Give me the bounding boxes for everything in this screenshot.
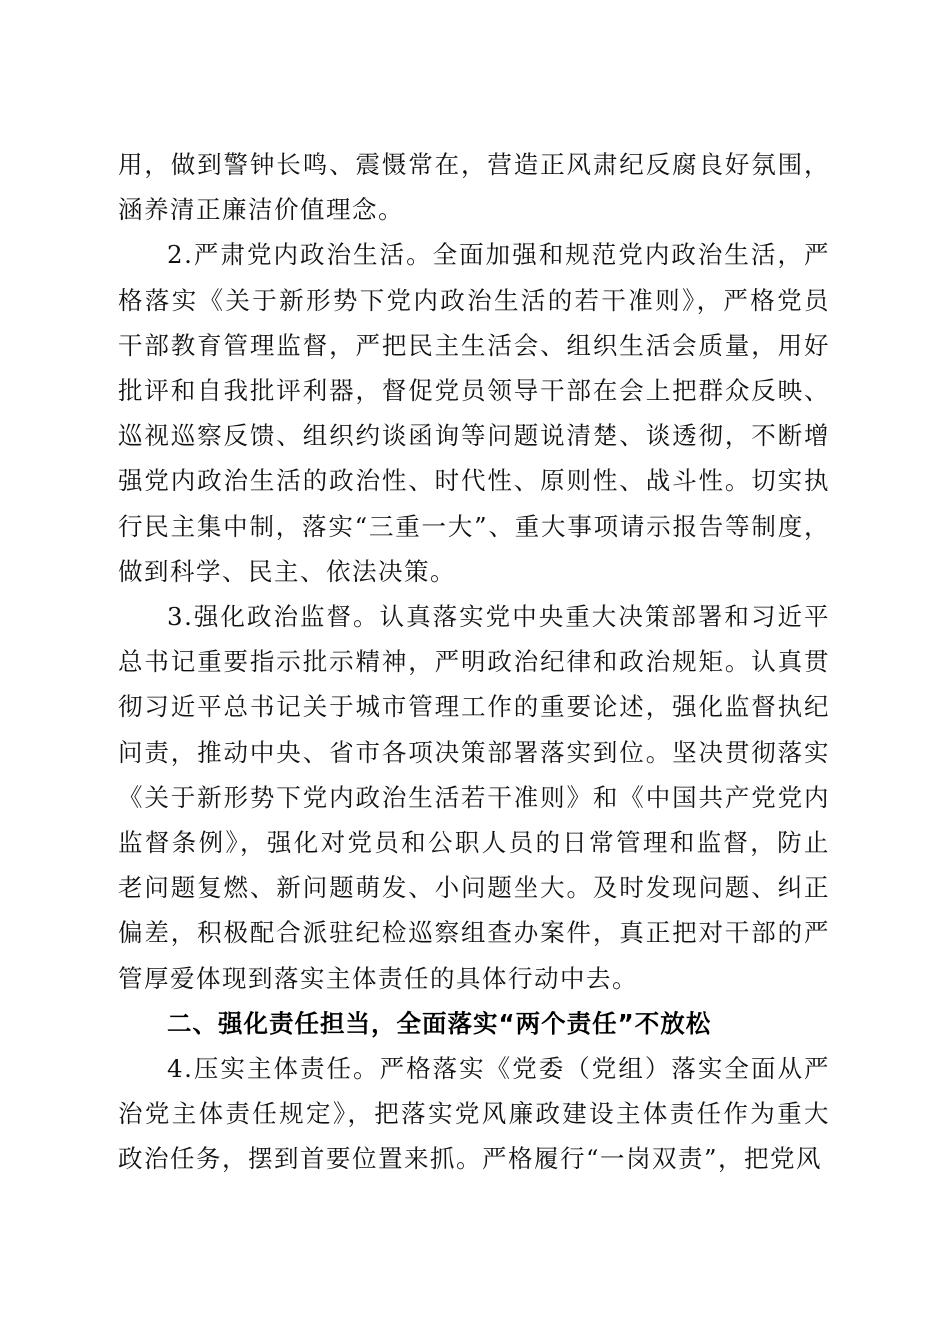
paragraph-continuation: 用，做到警钟长鸣、震慑常在，营造正风肃纪反腐良好氛围，涵养清正廉洁价值理念。 [118, 150, 830, 225]
section-heading-2: 二、强化责任担当，全面落实“两个责任”不放松 [167, 1008, 712, 1038]
document-page [118, 142, 830, 1182]
paragraph-item-4: 4.压实主体责任。严格落实《党委（党组）落实全面从严治党主体责任规定》，把落实党风廉政建设主体责任作为重大政治任务，摆到首要位置来抓。严格履行“一岗双责”，把党风 [118, 1054, 830, 1174]
paragraph-item-2: 2.严肃党内政治生活。全面加强和规范党内政治生活，严格落实《关于新形势下党内政治生活的若干准则》，严格党员干部教育管理监督，严把民主生活会、组织生活会质量，用好批评和自我批评利器，督促党员领导干部在会上把群众反映、巡视巡察反馈、组织约谈函询等问题说清楚、谈透彻，不断增强党内政治生活的政治性、时代性、原则性、战斗性。切实执行民主集中制，落实“三重一大”、重大事项请示报告等制度，做到科学、民主、依法决策。 [118, 240, 830, 586]
paragraph-item-3: 3.强化政治监督。认真落实党中央重大决策部署和习近平总书记重要指示批示精神，严明政治纪律和政治规矩。认真贯彻习近平总书记关于城市管理工作的重要论述，强化监督执纪问责，推动中央、省市各项决策部署落实到位。坚决贯彻落实《关于新形势下党内政治生活若干准则》和《中国共产党党内监督条例》，强化对党员和公职人员的日常管理和监督，防止老问题复燃、新问题萌发、小问题坐大。及时发现问题、纠正偏差，积极配合派驻纪检巡察组查办案件，真正把对干部的严管厚爱体现到落实主体责任的具体行动中去。 [118, 602, 830, 993]
